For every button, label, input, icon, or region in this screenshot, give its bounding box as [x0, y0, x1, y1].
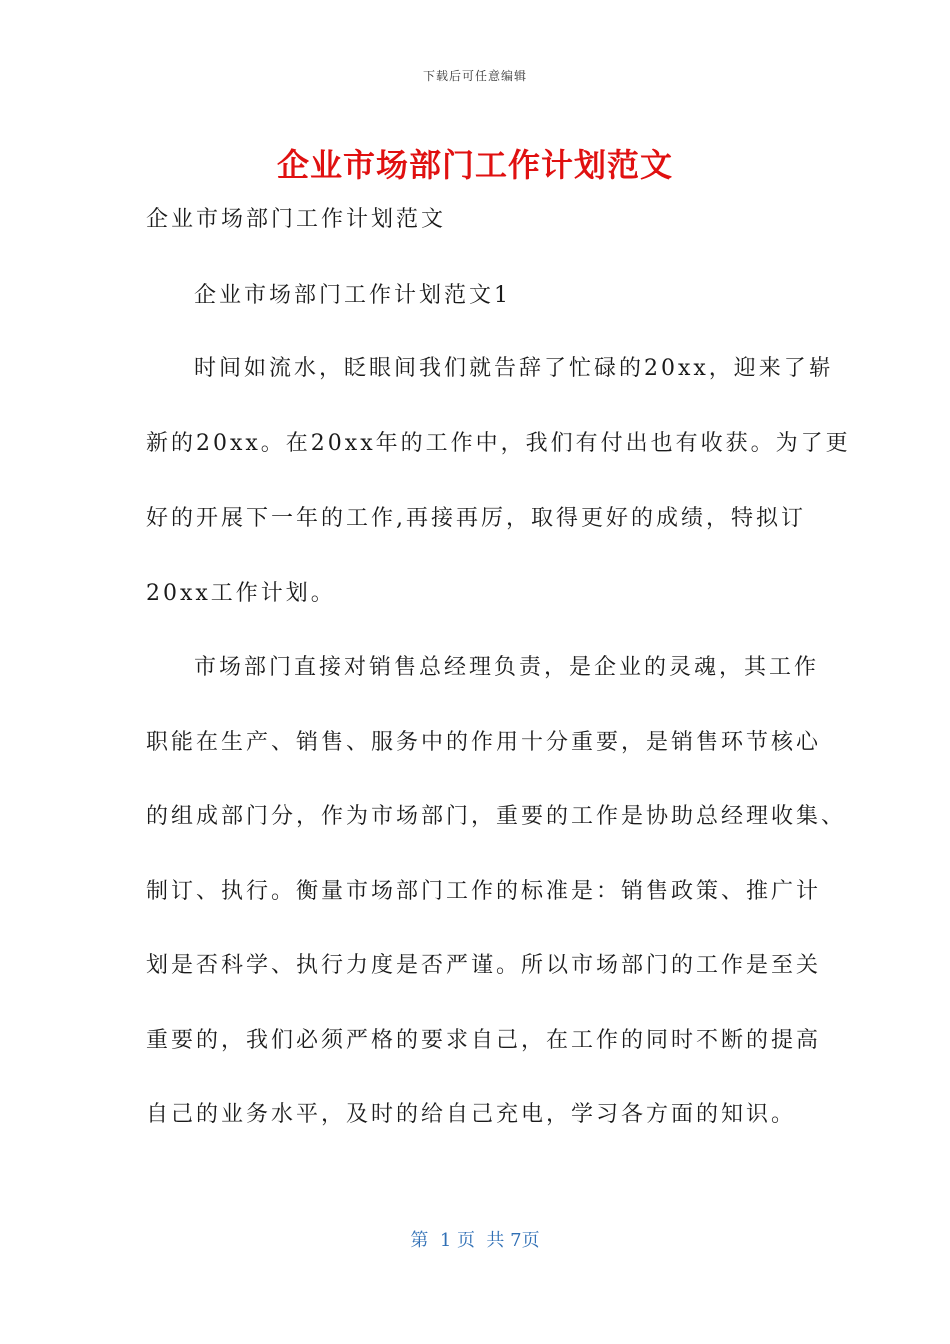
paragraph-line: 划是否科学、执行力度是否严谨。所以市场部门的工作是至关	[146, 953, 822, 978]
document-title: 企业市场部门工作计划范文	[276, 146, 673, 184]
section-heading: 企业市场部门工作计划范文1	[194, 283, 511, 308]
paragraph-line: 的组成部门分，作为市场部门，重要的工作是协助总经理收集、	[146, 804, 847, 829]
page-number: 第 1 页 共 7页	[410, 1230, 540, 1251]
paragraph-line: 好的开展下一年的工作,再接再厉，取得更好的成绩，特拟订	[146, 506, 806, 531]
paragraph-line: 新的20xx。在20xx年的工作中，我们有付出也有收获。为了更	[146, 431, 851, 456]
paragraph-line: 职能在生产、销售、服务中的作用十分重要，是销售环节核心	[146, 730, 822, 755]
paragraph-line: 时间如流水，眨眼间我们就告辞了忙碌的20xx，迎来了崭	[194, 356, 834, 381]
header-note: 下载后可任意编辑	[422, 69, 527, 83]
document-subtitle: 企业市场部门工作计划范文	[146, 207, 447, 232]
paragraph-line: 市场部门直接对销售总经理负责，是企业的灵魂，其工作	[194, 655, 820, 680]
paragraph-line: 自己的业务水平，及时的给自己充电，学习各方面的知识。	[146, 1102, 797, 1127]
paragraph-line: 制订、执行。衡量市场部门工作的标准是：销售政策、推广计	[146, 879, 822, 904]
paragraph-line: 20xx工作计划。	[146, 581, 336, 606]
paragraph-line: 重要的，我们必须严格的要求自己，在工作的同时不断的提高	[146, 1028, 822, 1053]
